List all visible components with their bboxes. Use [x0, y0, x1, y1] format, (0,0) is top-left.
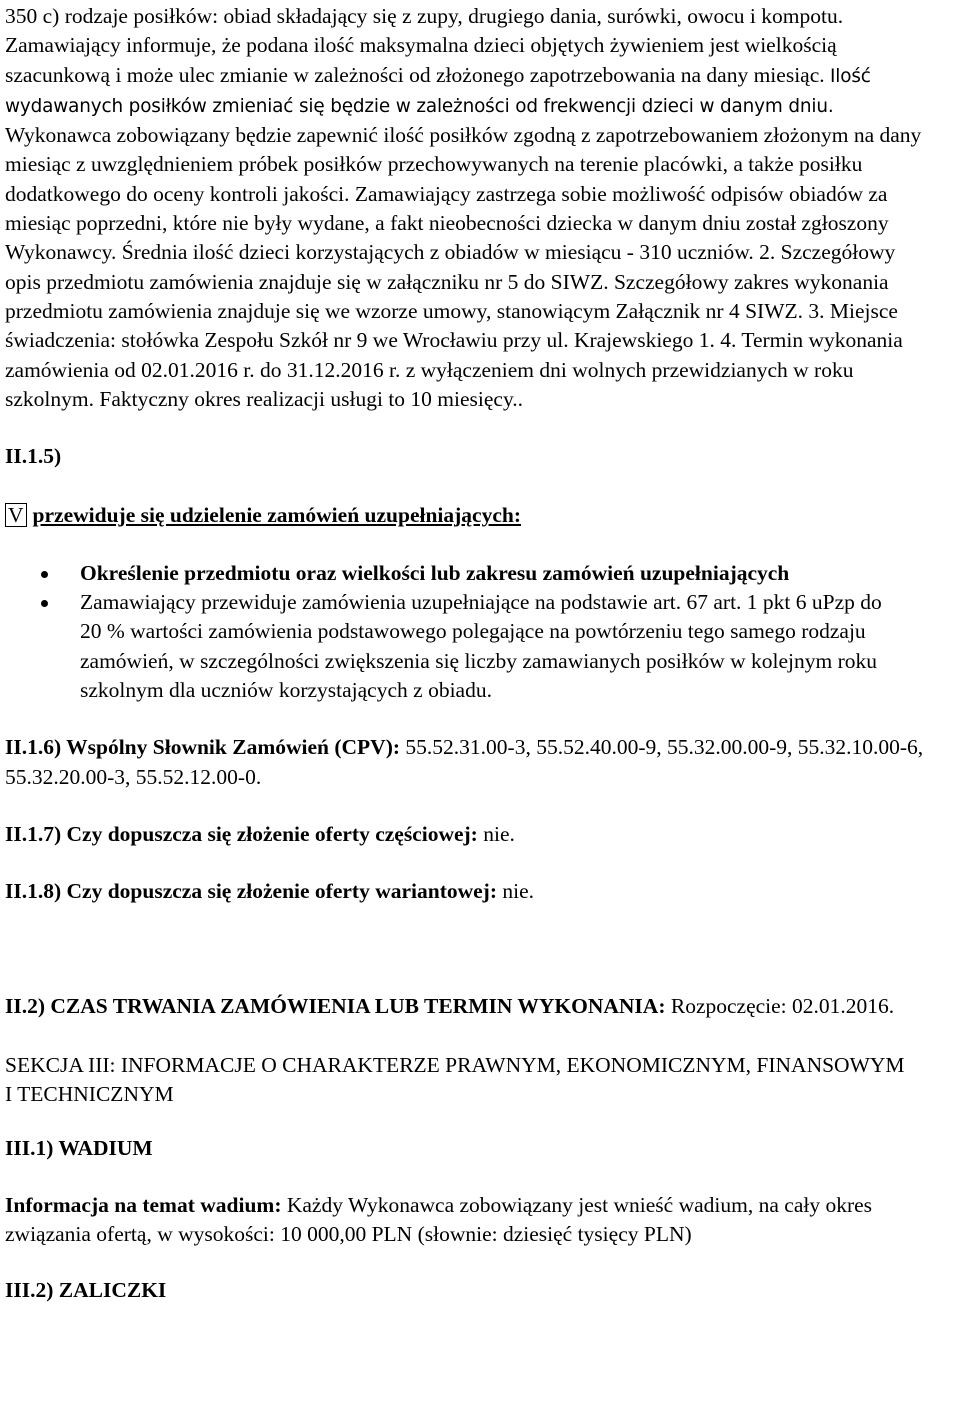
supplementary-orders-label: przewiduje się udzielenie zamówień uzupełniających: — [32, 503, 522, 528]
section-ii-2 — [5, 992, 945, 1021]
partial-offer-label: II.1.7) Czy dopuszcza się złożenie oferty częściowej: — [5, 821, 478, 846]
section-heading-iii-2: III.2) ZALICZKI — [5, 1278, 167, 1303]
variant-offer-label: II.1.8) Czy dopuszcza się złożenie oferty wariantowej: — [5, 879, 497, 904]
intro-sentence-5: Średnia ilość dzieci korzystających z obiadów w miesiącu - 310 uczniów. 2. Szczegółowy opis przedmiotu zamówienia znajduje się w załączniku nr 5 do SIWZ. Szczegółowy zakres wykonania przedmiotu zamówienia znajduje się we wzorze umowy, stanowiącym Załącznik nr 4 SIWZ. 3. Miejsce świadczenia: stołówka Zespołu Szkół nr 9 we Wrocławiu przy ul. Krajewskiego 1. 4. Termin wykonania zamówienia od 02.01.2016 r. do 31.12.2016 r. z wyłączeniem dni wolnych przewidzianych w roku szkolnym. Faktyczny okres realizacji usługi to 10 miesięcy.. — [5, 240, 903, 411]
intro-paragraph — [5, 2, 935, 414]
document-page — [5, 2, 957, 1306]
duration-label: II.2) CZAS TRWANIA ZAMÓWIENIA LUB TERMIN WYKONANIA: — [5, 994, 666, 1019]
partial-offer-value: nie. — [477, 821, 515, 846]
deposit-value: Każdy Wykonawca zobowiązany jest wnieść wadium, na cały okres związania ofertą, w wysokości: 10 000,00 PLN (słownie: dziesięć tysięcy PLN) — [5, 1192, 873, 1246]
intro-sentence-1: 350 c) rodzaje posiłków: obiad składający się z zupy, drugiego dania, surówki, owocu i kompotu. Zamawiający informuje, że podana ilość maksymalna dzieci objętych żywieniem jest wielkością szacunkową i może ulec zmianie w zależności od złożonego zapotrzebowania na dany miesiąc. — [5, 4, 844, 87]
section-iii-title: SEKCJA III: INFORMACJE O CHARAKTERZE PRAWNYM, EKONOMICZNYM, FINANSOWYM I TECHNICZNYM — [5, 1052, 905, 1107]
supplementary-orders-list — [5, 559, 957, 705]
section-iii-1-info — [5, 1191, 940, 1250]
list-item — [5, 559, 957, 588]
bullet-icon — [41, 600, 48, 607]
list-item-text: Zamawiający przewiduje zamówienia uzupełniające na podstawie art. 67 art. 1 pkt 6 uPzp do 20 % wartości zamówienia podstawowego polegające na powtórzeniu tego samego rodzaju zamówień, w szczególności zwiększenia się liczby zamawianych posiłków w kolejnym roku szkolnym dla uczniów korzystających z obiadu. — [80, 590, 882, 702]
intro-sentence-4: Zamawiający zastrzega sobie możliwość odpisów obiadów za miesiąc poprzedni, które nie były wydane, a fakt nieobecności dziecka w danym dniu został zgłoszony Wykonawcy. — [5, 181, 889, 265]
cpv-label: II.1.6) Wspólny Słownik Zamówień (CPV): — [5, 735, 401, 760]
supplementary-orders-line — [5, 501, 957, 530]
variant-offer-value: nie. — [497, 879, 535, 904]
section-heading-ii-1-5: II.1.5) — [5, 444, 62, 469]
section-ii-1-7 — [5, 820, 957, 849]
checkbox-mark: V — [5, 503, 27, 527]
intro-sentence-3: Wykonawca zobowiązany będzie zapewnić ilość posiłków zgodną z zapotrzebowaniem złożonym na dany miesiąc z uwzględnieniem próbek posiłków przechowywanych na terenie placówki, a także posiłku dodatkowego do oceny kontroli jakości. — [5, 123, 922, 206]
list-item-text: Określenie przedmiotu oraz wielkości lub zakresu zamówień uzupełniających — [80, 560, 790, 585]
section-ii-1-6 — [5, 733, 940, 792]
deposit-label: Informacja na temat wadium: — [5, 1192, 282, 1217]
section-ii-1-8 — [5, 877, 957, 906]
cpv-codes: 55.52.31.00-3, 55.52.40.00-9, 55.32.00.00-9, 55.32.10.00-6, 55.32.20.00-3, 55.52.12.00-0. — [5, 735, 924, 789]
list-item — [5, 588, 890, 705]
duration-value: Rozpoczęcie: 02.01.2016. — [665, 994, 895, 1019]
bullet-icon — [41, 571, 48, 578]
intro-sentence-2: Ilość wydawanych posiłków zmieniać się będzie w zależności od frekwencji dzieci w danym dniu. — [5, 65, 871, 117]
section-heading-iii-1: III.1) WADIUM — [5, 1136, 153, 1161]
